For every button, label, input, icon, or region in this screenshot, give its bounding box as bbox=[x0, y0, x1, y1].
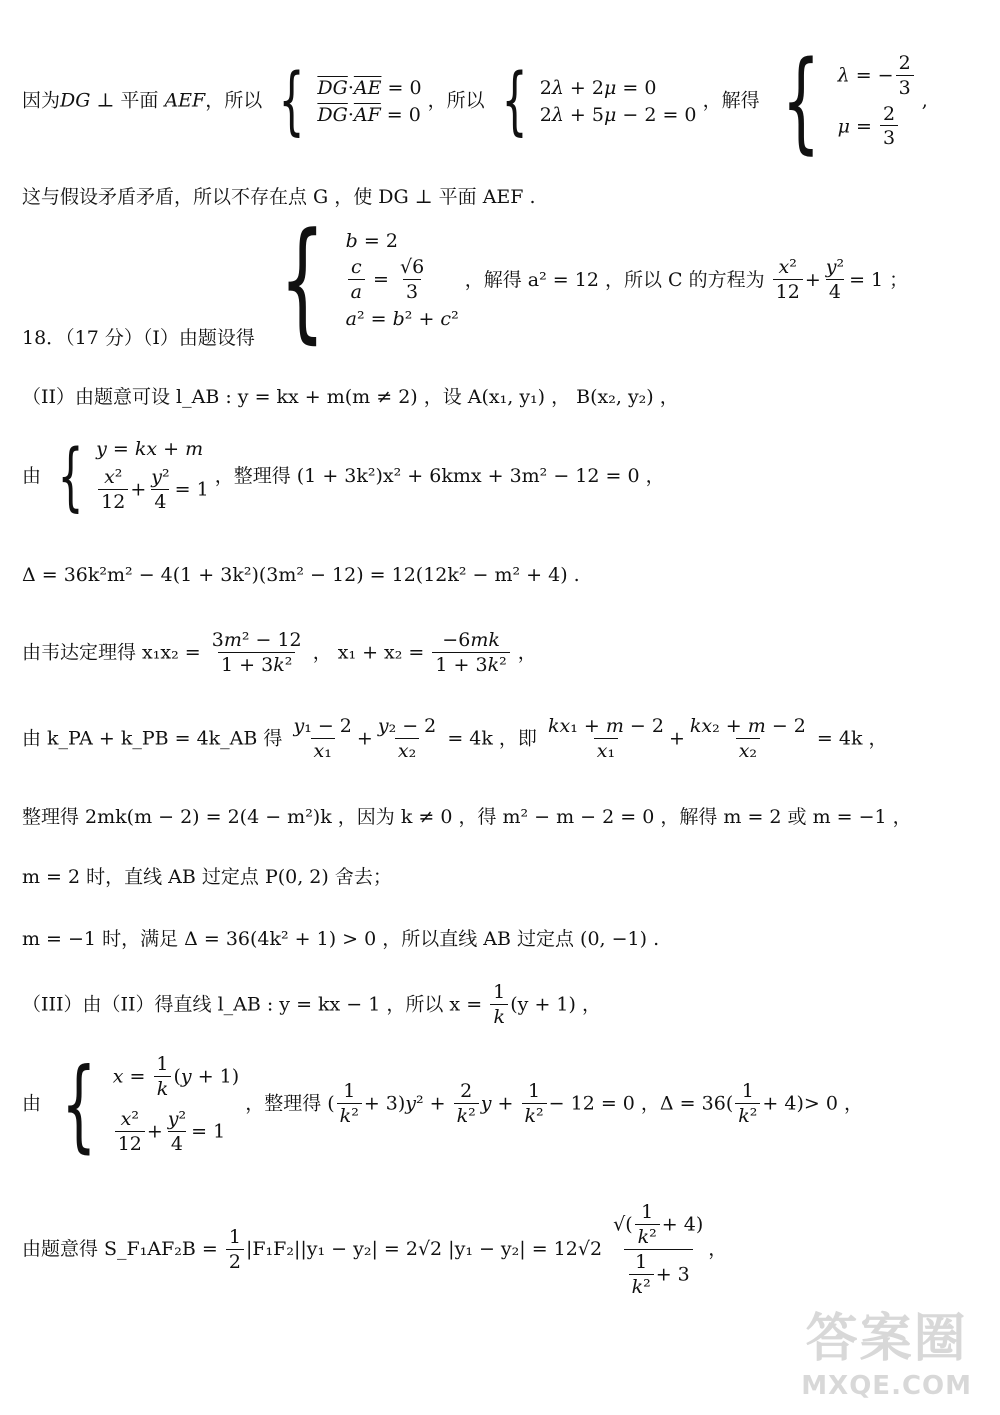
text: ，Δ = 36 bbox=[640, 1092, 726, 1115]
watermark-logo bbox=[801, 1296, 972, 1401]
system-abc: { b = 2 $\frac{c}{a}$ = $\frac{√6}{3}$ a² = b² + c² bbox=[279, 204, 459, 356]
watermark-url: MXQE.COM bbox=[801, 1371, 972, 1401]
system-part3: { x = $\frac{1}{k}$ (y + 1) $\frac{\text{x²}}{12}$ + $\frac{\text{y²}}{4}$ = 1 bbox=[61, 1045, 240, 1163]
text: |F₁F₂||y₁ − y₂| = 2√2 |y₁ − y₂| = 12√2 bbox=[245, 1238, 603, 1261]
text: 由题意得 S_F₁AF₂B = bbox=[22, 1238, 218, 1261]
case-m-neg1: m = −1 时，满足 Δ = 36(4k² + 1) > 0 ，所以直线 AB 过定点 (0, −1) . bbox=[22, 928, 660, 950]
part2-setup: （II）由题意可设 l_AB : y = kx + m(m ≠ 2) ，设 A(x₁, y₁) ， B(x₂, y₂) ， bbox=[22, 386, 679, 408]
part3-system: 由 { x = $\frac{1}{k}$ (y + 1) $\frac{\text{x²}}{12}$ + $\frac{\text{y²}}{4}$ = 1 ，整理得 ( $\frac{1}{\text{k²}}$ + 3)y² + $\frac{2}{\text{k²}}$ y + $\frac{1}{\text{k²}}$ − 12 = 0 ，Δ = 36( $\frac{1}{\text{k²}}$ + 4)> 0 ， bbox=[22, 1045, 863, 1163]
line-dg-perp: 因为DG ⊥ 平面 AEF，所以 { $\overline{DG}\cdot\overline{AE} = 0$ $\overline{DG}\cdot\overline{AF} = 0$ ，所以 { 2λ + 2μ = 0 2λ + 5μ − 2 = 0 ，解得 { λ = − $\frac{2}{3}$ μ = $\frac{2}{3}$ , bbox=[22, 37, 928, 165]
solve-m: 整理得 2mk(m − 2) = 2(4 − m²)k ，因为 k ≠ 0 ，得 m² − m − 2 = 0 ，解得 m = 2 或 m = −1 ， bbox=[22, 806, 912, 828]
text: ，所以 bbox=[427, 89, 485, 112]
text: ，整理得 (1 + 3k²)x² + 6kmx + 3m² − 12 = 0 ， bbox=[214, 464, 665, 487]
text: 由 bbox=[22, 1092, 42, 1115]
q18-part1: 18．（17 分）（I）由题设得 { b = 2 $\frac{c}{a}$ = $\frac{√6}{3}$ a² = b² + c² ，解得 a² = 12 ，所以 C 的方程为 $\frac{\text{x²}}{12}$ + $\frac{\text{y²}}{4}$ = 1 ； bbox=[22, 204, 909, 356]
system-solution: { λ = − $\frac{2}{3}$ μ = $\frac{2}{3}$ bbox=[766, 52, 916, 151]
text: = 1 ； bbox=[849, 268, 909, 291]
slope-condition: 由 k_PA + k_PB = 4k_AB 得 $\frac{\text{y₁ − 2}}{\text{x₁}}$ + $\frac{\text{y₂ − 2}}{\text{x₂}}$ = 4k ，即 $\frac{\text{kx₁ + m − 2}}{\text{x₁}}$ + $\frac{\text{kx₂ + m − 2}}{\text{x₂}}$ = 4k ， bbox=[22, 715, 888, 762]
area-expression: 由题意得 S_F₁AF₂B = $\frac{1}{2}$ |F₁F₂||y₁ − y₂| = 2√2 |y₁ − y₂| = 12√2 √( $\frac{1}{\text{k²}}$ + 4) $\frac{1}{\text{k²}}$ + 3 ， bbox=[22, 1201, 728, 1298]
conclusion-line: 这与假设矛盾矛盾，所以不存在点 G ，使 DG ⊥ 平面 AEF . bbox=[22, 186, 536, 208]
text: = 4k ，即 bbox=[447, 727, 537, 750]
text: ，解得 bbox=[702, 89, 760, 112]
vieta: 由韦达定理得 x₁x₂ = $\frac{\text{3m² − 12}}{\text{1 + 3k²}}$ ， x₁ + x₂ = $\frac{-6mk}{\text{1 + 3k²}}$ ， bbox=[22, 629, 537, 676]
text: ， x₁ + x₂ = bbox=[312, 641, 425, 664]
text: 由 bbox=[22, 464, 42, 487]
text: ， bbox=[517, 641, 537, 664]
system-line-ellipse: { y = kx + m $\frac{\text{x²}}{12}$ + $\frac{\text{y²}}{4}$ = 1 bbox=[57, 433, 209, 520]
text: (y + 1) ， bbox=[510, 993, 601, 1016]
discriminant: Δ = 36k²m² − 4(1 + 3k²)(3m² − 12) = 12(12k² − m² + 4) . bbox=[22, 564, 580, 586]
text: ，所以 bbox=[205, 89, 263, 112]
text: （III）由（II）得直线 l_AB : y = kx − 1 ，所以 x = bbox=[22, 993, 483, 1016]
text: ， bbox=[708, 1238, 728, 1261]
text: 由 k_PA + k_PB = 4k_AB 得 bbox=[22, 727, 283, 750]
text: 由韦达定理得 x₁x₂ = bbox=[22, 641, 201, 664]
text: 18．（17 分）（I）由题设得 bbox=[22, 326, 255, 349]
watermark-text: 答案圈 bbox=[805, 1309, 968, 1369]
text: = 4k ， bbox=[816, 727, 888, 750]
part3-line: （III）由（II）得直线 l_AB : y = kx − 1 ，所以 x = $\frac{1}{k}$ (y + 1) ， bbox=[22, 981, 601, 1028]
case-m-2: m = 2 时，直线 AB 过定点 P(0, 2) 舍去； bbox=[22, 866, 392, 888]
text: ，整理得 bbox=[245, 1092, 322, 1115]
text: 因为 bbox=[22, 89, 61, 112]
part2-system bbox=[22, 433, 980, 520]
text: > 0 ， bbox=[803, 1092, 863, 1115]
text: ，解得 a² = 12 ，所以 C 的方程为 bbox=[464, 268, 765, 291]
system-dot-products: { $\overline{DG}\cdot\overline{AE} = 0$ $\overline{DG}\cdot\overline{AF} = 0$ bbox=[278, 58, 422, 145]
text: 平面 bbox=[120, 89, 159, 112]
system-lambda-mu: { 2λ + 2μ = 0 2λ + 5μ − 2 = 0 bbox=[501, 58, 697, 145]
